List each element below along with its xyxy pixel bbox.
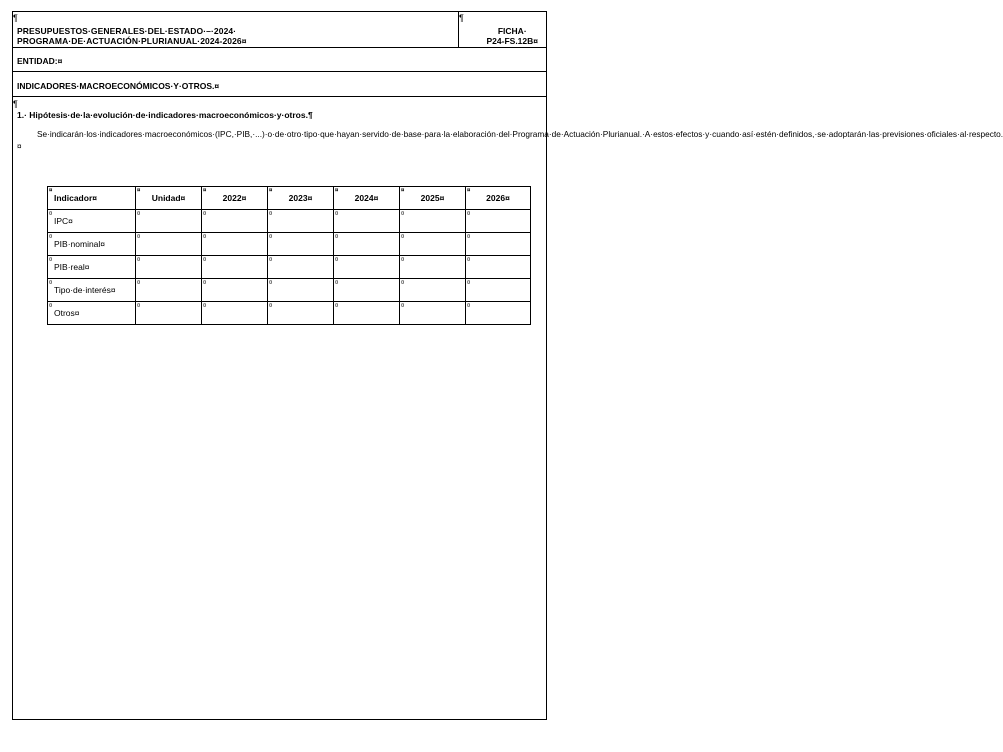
row-label-cell bbox=[48, 210, 136, 233]
cell-mark: ¤ bbox=[269, 280, 273, 286]
indicators-table bbox=[47, 186, 531, 325]
header-title-line1: PRESUPUESTOS·GENERALES·DEL·ESTADO·–·2024· bbox=[17, 26, 237, 36]
cell-mark: ¤ bbox=[335, 188, 339, 194]
header-cell bbox=[268, 187, 334, 210]
header-cell bbox=[334, 187, 400, 210]
cell-mark: ¤ bbox=[401, 280, 405, 286]
table-cell[interactable] bbox=[400, 279, 466, 302]
table-cell[interactable] bbox=[400, 256, 466, 279]
header-label: 2025¤ bbox=[420, 193, 445, 203]
header-label: 2023¤ bbox=[288, 193, 313, 203]
cell-mark: ¤ bbox=[269, 257, 273, 263]
cell-mark: ¤ bbox=[269, 211, 273, 217]
table-row bbox=[48, 233, 531, 256]
row-label: PIB·nominal¤ bbox=[54, 239, 106, 249]
row-label: Tipo·de·interés¤ bbox=[54, 285, 116, 295]
table-row bbox=[48, 210, 531, 233]
table-cell[interactable] bbox=[202, 302, 268, 325]
cell-mark: ¤ bbox=[335, 257, 339, 263]
cell-mark: ¤ bbox=[401, 234, 405, 240]
table-cell[interactable] bbox=[466, 210, 531, 233]
cell-mark: ¤ bbox=[203, 257, 207, 263]
header-label: Indicador¤ bbox=[54, 193, 97, 203]
table-row bbox=[48, 302, 531, 325]
table-cell[interactable] bbox=[400, 210, 466, 233]
cell-mark: ¤ bbox=[269, 303, 273, 309]
table-cell[interactable] bbox=[400, 233, 466, 256]
section1-paragraph: Se·indicarán·los·indicadores·macroeconómicos·(IPC,·PIB,·...)·o·de·otro·tipo·que·hayan·servido·de·base·para·la·elaboración·del·Programa·de·Actuación·Plurianual.·A·estos·efectos·y·cuando·así·estén·definidos,·se·adoptarán·las·previsiones·oficiales·al·respecto.¤ bbox=[17, 129, 1003, 151]
header-title bbox=[17, 26, 247, 46]
cell-mark: ¤ bbox=[49, 211, 53, 217]
table-cell[interactable] bbox=[268, 233, 334, 256]
cell-mark: ¤ bbox=[137, 188, 141, 194]
cell-mark: ¤ bbox=[335, 303, 339, 309]
table-header-row bbox=[48, 187, 531, 210]
cell-mark: ¤ bbox=[335, 211, 339, 217]
pilcrow-mark: ¶ bbox=[13, 99, 18, 109]
section1-title: 1.· Hipótesis·de·la·evolución·de·indicadores·macroeconómicos·y·otros.¶ bbox=[17, 110, 313, 120]
cell-mark: ¤ bbox=[203, 303, 207, 309]
cell-mark: ¤ bbox=[467, 188, 471, 194]
table-cell[interactable] bbox=[202, 279, 268, 302]
table-cell[interactable] bbox=[334, 210, 400, 233]
cell-mark: ¤ bbox=[401, 211, 405, 217]
cell-mark: ¤ bbox=[203, 211, 207, 217]
header-cell bbox=[136, 187, 202, 210]
row-label-cell bbox=[48, 233, 136, 256]
cell-mark: ¤ bbox=[137, 280, 141, 286]
table-row bbox=[48, 256, 531, 279]
form-frame bbox=[12, 11, 1003, 720]
cell-mark: ¤ bbox=[203, 280, 207, 286]
cell-mark: ¤ bbox=[335, 280, 339, 286]
table-cell[interactable] bbox=[202, 210, 268, 233]
cell-mark: ¤ bbox=[401, 303, 405, 309]
table-cell[interactable] bbox=[466, 279, 531, 302]
table-cell[interactable] bbox=[268, 279, 334, 302]
row-label: PIB·real¤ bbox=[54, 262, 90, 272]
entidad-label: ENTIDAD:¤ bbox=[17, 56, 63, 66]
pilcrow-mark: ¶ bbox=[459, 13, 464, 23]
row-label-cell bbox=[48, 302, 136, 325]
row-label: Otros¤ bbox=[54, 308, 80, 318]
cell-mark: ¤ bbox=[335, 234, 339, 240]
table-cell[interactable] bbox=[136, 256, 202, 279]
cell-mark: ¤ bbox=[203, 188, 207, 194]
table-cell[interactable] bbox=[334, 233, 400, 256]
header-ficha-cell bbox=[459, 12, 546, 47]
cell-mark: ¤ bbox=[137, 303, 141, 309]
table-cell[interactable] bbox=[136, 302, 202, 325]
form-header bbox=[13, 12, 546, 48]
cell-mark: ¤ bbox=[401, 188, 405, 194]
table-cell[interactable] bbox=[400, 302, 466, 325]
ficha-code bbox=[487, 26, 539, 46]
cell-mark: ¤ bbox=[49, 303, 53, 309]
header-label: Unidad¤ bbox=[151, 193, 186, 203]
table-cell[interactable] bbox=[466, 233, 531, 256]
entidad-row bbox=[13, 48, 546, 72]
cell-mark: ¤ bbox=[269, 234, 273, 240]
table-cell[interactable] bbox=[268, 256, 334, 279]
header-label: 2022¤ bbox=[222, 193, 247, 203]
header-title-line2: PROGRAMA·DE·ACTUACIÓN·PLURIANUAL·2024-2026¤ bbox=[17, 36, 247, 46]
cell-mark: ¤ bbox=[467, 280, 471, 286]
cell-mark: ¤ bbox=[49, 234, 53, 240]
cell-mark: ¤ bbox=[137, 211, 141, 217]
table-cell[interactable] bbox=[136, 233, 202, 256]
cell-mark: ¤ bbox=[467, 257, 471, 263]
table-row bbox=[48, 279, 531, 302]
header-label: 2026¤ bbox=[486, 193, 510, 203]
table-cell[interactable] bbox=[334, 302, 400, 325]
header-cell bbox=[466, 187, 531, 210]
cell-mark: ¤ bbox=[49, 280, 53, 286]
table-cell[interactable] bbox=[268, 210, 334, 233]
table-cell[interactable] bbox=[268, 302, 334, 325]
cell-mark: ¤ bbox=[401, 257, 405, 263]
ficha-line1: FICHA· bbox=[497, 26, 527, 36]
table-cell[interactable] bbox=[466, 302, 531, 325]
header-label: 2024¤ bbox=[354, 193, 379, 203]
table-cell[interactable] bbox=[136, 210, 202, 233]
ficha-line2: P24-FS.12B¤ bbox=[486, 36, 538, 46]
row-label-cell bbox=[48, 256, 136, 279]
table-cell[interactable] bbox=[202, 233, 268, 256]
table-cell[interactable] bbox=[202, 256, 268, 279]
section-header-row bbox=[13, 72, 546, 97]
cell-mark: ¤ bbox=[467, 211, 471, 217]
cell-mark: ¤ bbox=[467, 234, 471, 240]
table-cell[interactable] bbox=[334, 279, 400, 302]
cell-mark: ¤ bbox=[137, 234, 141, 240]
table-cell[interactable] bbox=[466, 256, 531, 279]
table-cell[interactable] bbox=[334, 256, 400, 279]
header-cell bbox=[48, 187, 136, 210]
cell-mark: ¤ bbox=[467, 303, 471, 309]
cell-mark: ¤ bbox=[49, 257, 53, 263]
header-cell bbox=[400, 187, 466, 210]
header-cell bbox=[202, 187, 268, 210]
row-label: IPC¤ bbox=[54, 216, 73, 226]
cell-mark: ¤ bbox=[49, 188, 53, 194]
table-cell[interactable] bbox=[136, 279, 202, 302]
row-label-cell bbox=[48, 279, 136, 302]
cell-mark: ¤ bbox=[137, 257, 141, 263]
pilcrow-mark: ¶ bbox=[13, 13, 18, 23]
header-title-cell bbox=[13, 12, 459, 47]
section-header: INDICADORES·MACROECONÓMICOS·Y·OTROS.¤ bbox=[17, 81, 220, 91]
cell-mark: ¤ bbox=[203, 234, 207, 240]
cell-mark: ¤ bbox=[269, 188, 273, 194]
